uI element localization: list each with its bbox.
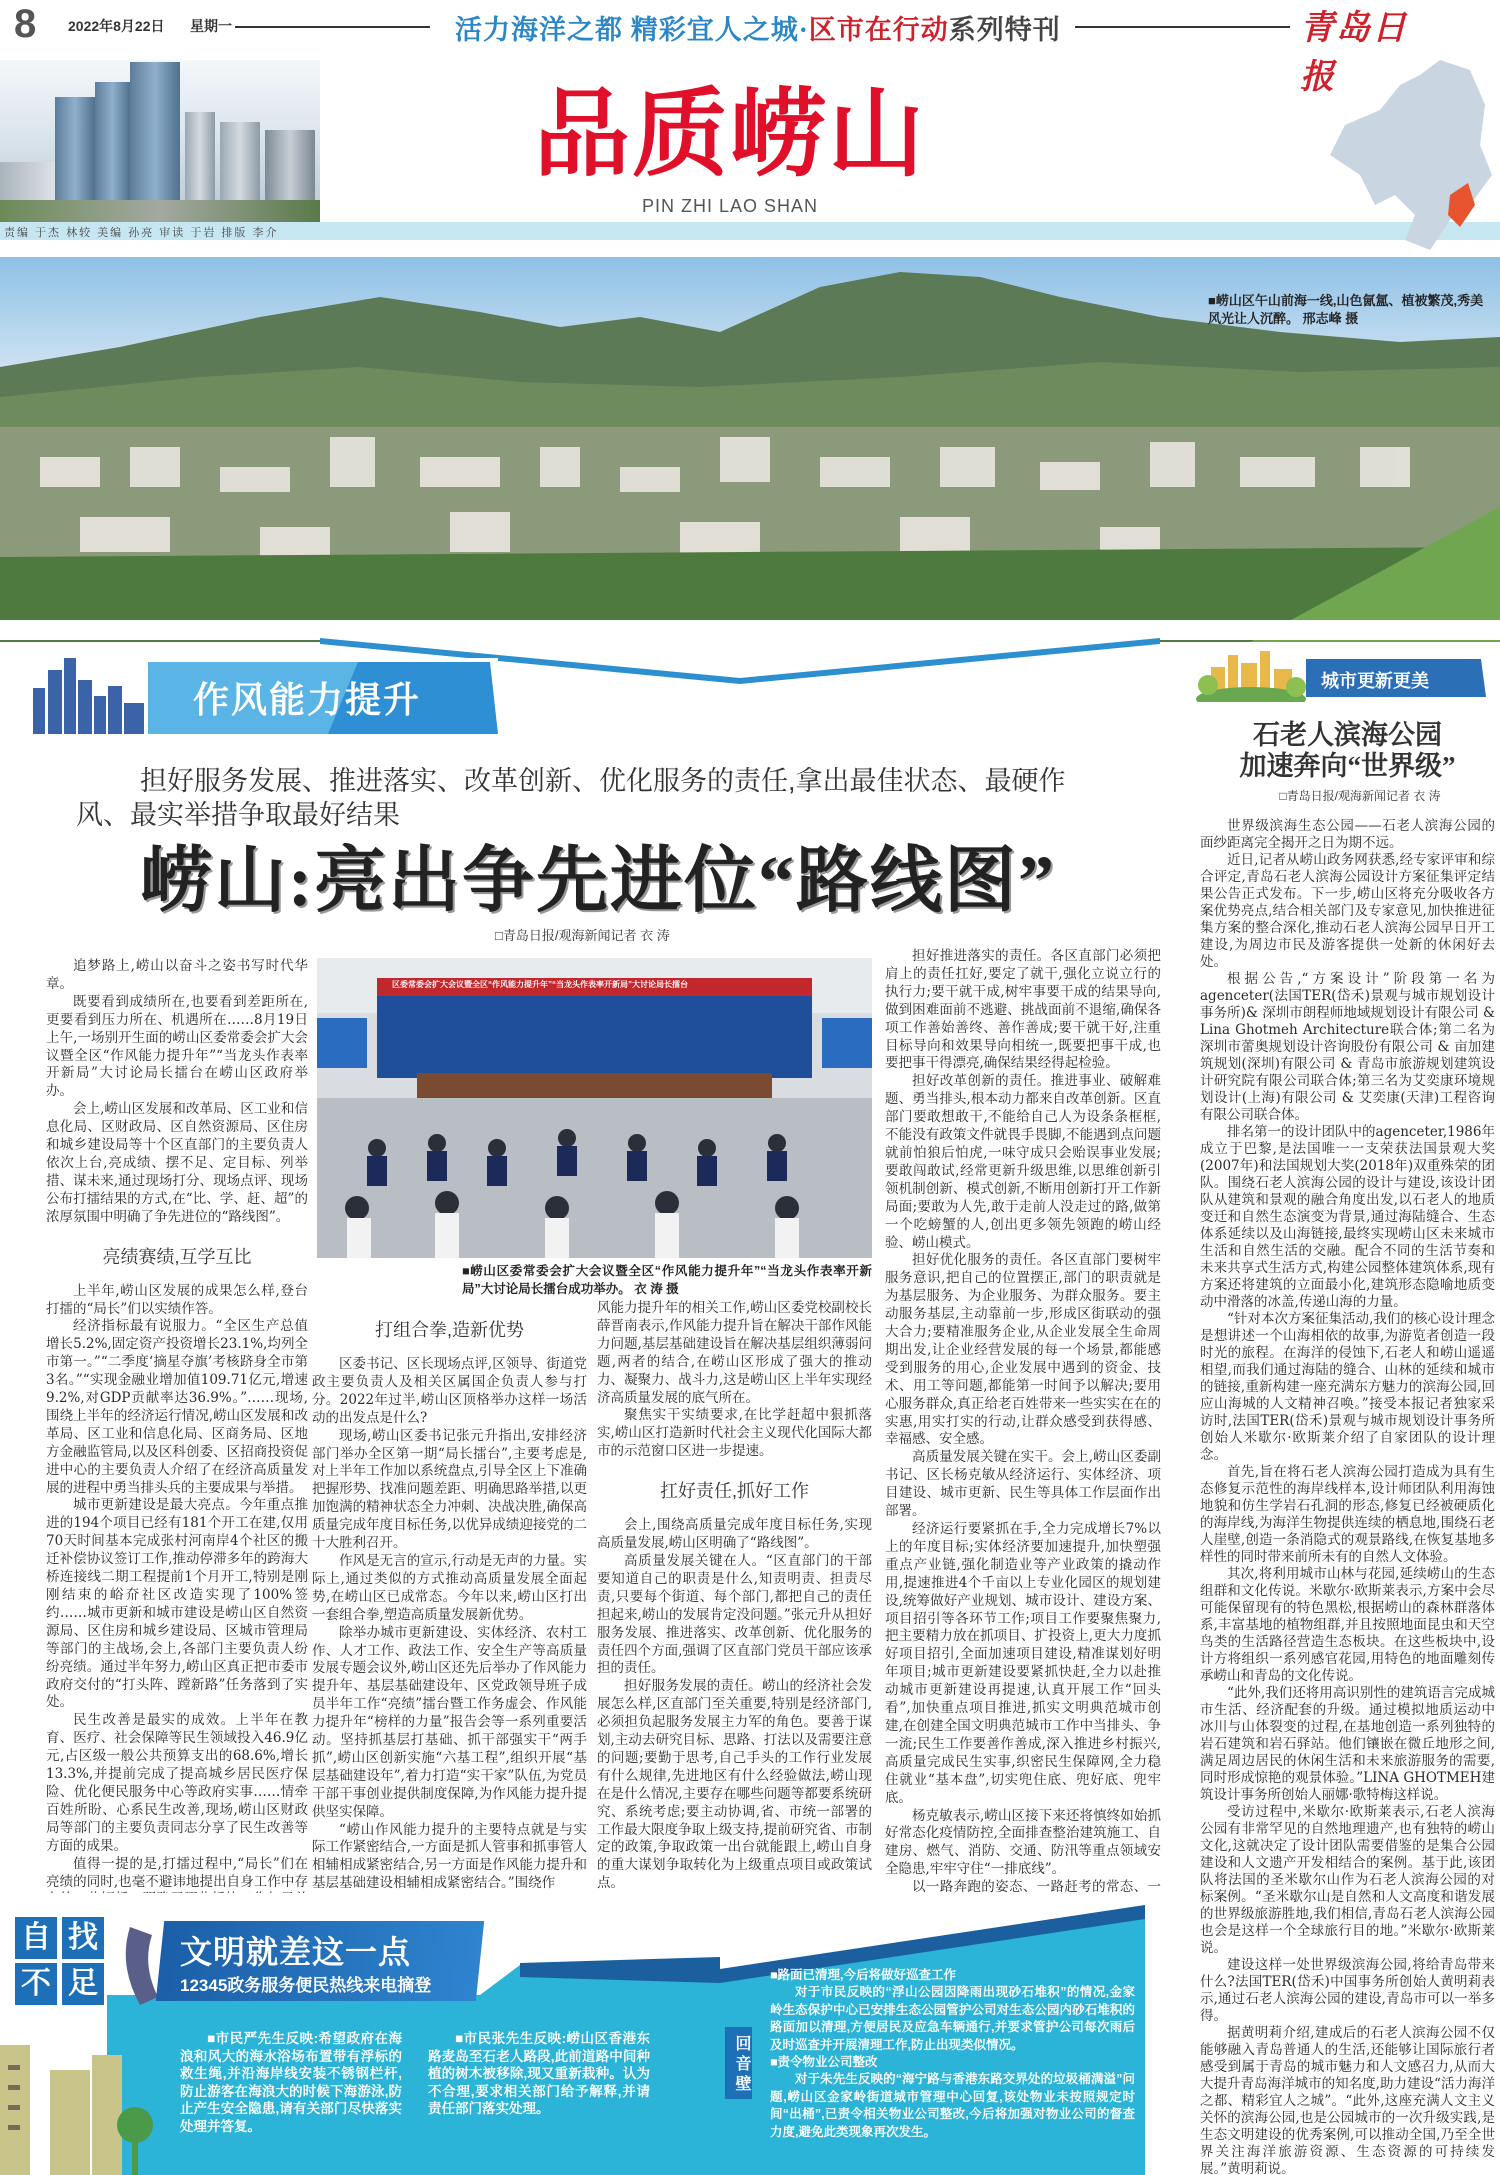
article-paragraph: 现场,崂山区委书记张元升指出,安排经济部门举办全区第一期“局长擂台”,主要考虑是,对上半年工作加以系统盘点,引导全区上下准确把握形势、找准问题差距、明确思路举措,以更加饱满的精神状态全力冲刺、决战决胜,确保高质量完成年度目标任务,以优异成绩迎接党的二十大胜利召开。 [312,1427,587,1552]
section-label-style-ability: 作风能力提升 [193,679,422,720]
article-paragraph: 世界级滨海生态公园——石老人滨海公园的面纱距离完全揭开之日为期不远。 [1200,818,1495,851]
side-title-line1: 石老人滨海公园 [1253,720,1442,750]
citizen-letter-2-text: ■市民张先生反映:崂山区香港东路麦岛至石老人路段,此前道路中间种植的树木被移除,现又重新栽种。认为不合理,要求相关部门给予解释,并请责任部门落实处理。 [428,2031,650,2116]
article-column-4 [885,948,1161,1895]
reply-2-heading: ■责令物业公司整改 [770,2055,878,2070]
corner-char-2: 找 [62,1917,104,1959]
article-paragraph: 高质量发展关键在实干。会上,崂山区委副书记、区长杨克敏从经济运行、实体经济、项目建设、城市更新、民生等具体工作层面作出部署。 [885,1449,1161,1520]
article-paragraph: 根据公告,“方案设计”阶段第一名为agenceter(法国TER(岱禾)景观与城市规划设计事务所)& 深圳市朗程师地域规划设计有限公司 & Lina Ghotmeh Architecture联合体;第二名为深圳市蕾奥规划设计咨询股份有限公司 & 亩加建筑规划(深圳)有限公司 & 青岛市旅游规划建筑设计研究院有限公司联合体;第三名为艾奕康环境规划设计(上海)有限公司 & 艾奕康(天津)工程咨询有限公司联合体。 [1200,971,1495,1123]
article-paragraph: 追梦路上,崂山以奋斗之姿书写时代华章。 [46,958,308,992]
reply-1-heading: ■路面已清理,今后将做好巡查工作 [770,1968,957,1982]
article-headline: 崂山:亮出争先进位“路线图” [140,841,1056,921]
hotline-title: 文明就差这一点 [180,1934,412,1970]
article-paragraph: “此外,我们还将用高识别性的建筑语言完成城市生活、经济配套的升级。通过模拟地质运动中冰川与山体裂变的过程,在基地创造一系列独特的岩石建筑和岩石驿站。他们镶嵌在微丘地形之间,满足周边居民的休闲生活和未来旅游服务的需要,同时形成惊艳的观景体验。”LINA GHOTMEH建筑设计事务所创始人丽娜·歌特梅这样说。 [1200,1685,1495,1803]
article-paragraph: 担好改革创新的责任。推进事业、破解难题、勇当排头,根本动力都来自改革创新。区直部门要敢想敢干,不能给自己人为设条条框框,不能没有政策文件就畏手畏脚,不能遇到点问题就前怕狼后怕虎,一味守成只会贻误事业发展;要敢闯敢试,经常更新升级思维,以思维创新引领机制创新、模式创新,不断用创新打开工作新局面;要敢为人先,敢于走前人没走过的路,做第一个吃螃蟹的人,创出更多领先领跑的崂山经验、崂山模式。 [885,1073,1161,1251]
series-title-part3: 系列特刊 [948,15,1061,45]
article-paragraph: 作风是无言的宣示,行动是无声的力量。实际上,通过类似的方式推动高质量发展全面起势,在崂山区已成常态。今年以来,崂山区打出一套组合拳,塑造高质量发展新优势。 [312,1552,587,1623]
side-article-byline: □青岛日报/观海新闻记者 衣 涛 [1279,789,1441,803]
article-paragraph: 担好服务发展的责任。崂山的经济社会发展怎么样,区直部门至关重要,特别是经济部门,必须担负起服务发展主力军的角色。要善于谋划,主动去研究目标、思路、打法以及需要注意的问题;要勤于思考,自己手头的工作行业发展有什么规律,先进地区有什么经验做法,崂山现在是什么情况,主要存在哪些问题等都要系统研究、系统考虑;要主动协调,省、市统一部署的工作最大限度争取上级支持,提前研究省、市制定的政策,争取政策一出台就能跟上,崂山自身的重大谋划争取转化为上级重点项目或政策试点。 [597,1678,872,1892]
article-paragraph: 除举办城市更新建设、实体经济、农村工作、人才工作、政法工作、安全生产等高质量发展专题会议外,崂山区还先后举办了作风能力提升年、基层基础建设年、区党政领导班子成员半年工作“亮绩”擂台暨工作务虚会、作风能力提升年“榜样的力量”报告会等一系列重要活动。坚持抓基层打基础、抓干部强实干“两手抓”,崂山区创新实施“六基工程”,组织开展“基层基础建设年”,着力打造“实干家”队伍,为党员干部干事创业提供制度保障,为作风能力提升提供坚实保障。 [312,1624,587,1820]
section-subheading: 打组合拳,造新优势 [374,1320,524,1340]
article-paragraph: 经济指标最有说服力。“全区生产总值增长5.2%,固定资产投资增长23.1%,均列全市第一。”“二季度‘摘星夺旗’考核跻身全市第3名。”“实现金融业增加值109.71亿元,增速9.2%,对GDP贡献率达36.9%。”……现场,围绕上半年的经济运行情况,崂山区发展和改革局、区工业和信息化局、区商务局、区地方金融监管局,以及区科创委、区招商投资促进中心的主要负责人介绍了在经济高质量发展的进程中勇当排头兵的主要成果与举措。 [46,1318,308,1496]
article-paragraph: “针对本次方案征集活动,我们的核心设计理念是想讲述一个山海相依的故事,为游览者创造一段时光的旅程。在海洋的侵蚀下,石老人和崂山遥遥相望,而我们通过海陆的缝合、山林的延续和城市的链接,重新构建一座充满东方魅力的滨海公园,回应山海城的人文精神召唤。”接受本报记者独家采访时,法国TER(岱禾)景观与城市规划设计事务所创始人米歇尔·欧斯莱介绍了自家团队的设计理念。 [1200,1311,1495,1463]
page-number: 8 [14,2,37,46]
editor-credits: 责编 于杰 林较 美编 孙亮 审读 于岩 排版 李介 [4,227,279,239]
meeting-photo-caption: ■崂山区委常委会扩大会议暨全区“作风能力提升年”“当龙头作表率开新局”大讨论局长擂台成功举办。 衣 涛 摄 [462,1264,872,1296]
side-article-body [1200,818,1495,2175]
reply-1-body: 对于市民反映的“浮山公园因降雨出现砂石堆积”的情况,金家岭生态保护中心已安排生态公园管护公司对生态公园内砂石堆积的路面加以清理,方便居民及应急车辆通行,并要求管护公司每次雨后及时巡查并开展清理工作,防止出现类似情况。 [770,1985,1135,2052]
article-paragraph: 上半年,崂山区发展的成果怎么样,登台打擂的“局长”们以实绩作答。 [46,1282,308,1317]
reply-2-body: 对于朱先生反映的“海宁路与香港东路交界处的垃圾桶满溢”问题,崂山区金家岭街道城市管理中心回复,该处物业未按照规定时间“出桶”,已责令相关物业公司整改,今后将加强对物业公司的督查力度,避免此类现象再次发生。 [770,2072,1135,2139]
echo-wall-label: 回音壁 [725,2027,752,2099]
article-paragraph: 担好优化服务的责任。各区直部门要树牢服务意识,把自己的位置摆正,部门的职责就是为基层服务、为企业服务、为群众服务。要主动服务基层,主动靠前一步,形成区街联动的强大合力;要精准服务企业,从企业发展全生命周期出发,让企业经营发展的每一个场景,都能感受到服务的用心,企业发展中遇到的资金、技术、用工等问题,都能第一时间予以解决;要用心服务群众,真正给老百姓带来一些实实在在的实惠,用实打实的行动,让群众感受到获得感、幸福感、安全感。 [885,1252,1161,1448]
citizen-letter-1-text: ■市民严先生反映:希望政府在海浪和风大的海水浴场布置带有浮标的救生绳,并沿海岸线安装不锈钢栏杆,防止游客在海浪大的时候下海游泳,防止产生安全隐患,请有关部门尽快落实处理并答复。 [180,2031,402,2134]
article-paragraph: 建设这样一处世界级滨海公园,将给青岛带来什么?法国TER(岱禾)中国事务所创始人黄明莉表示,通过石老人滨海公园的建设,青岛市可以一举多得。 [1200,1957,1495,2024]
page-title: 品质崂山 [534,81,926,188]
article-paragraph: 风能力提升年的相关工作,崂山区委党校副校长薛晋南表示,作风能力提升旨在解决干部作风能力问题,基层基础建设旨在解决基层组织薄弱问题,两者的结合,在崂山区形成了强大的推动力、凝聚力、战斗力,这是崂山区上半年实现经济高质量发展的底气所在。 [597,1300,872,1406]
article-byline: □青岛日报/观海新闻记者 衣 涛 [495,928,670,943]
issue-date: 2022年8月22日 [68,18,165,34]
qingdao-map-icon [1320,55,1500,255]
article-column-1 [46,958,308,1893]
hotline-feature [0,1905,1160,2175]
citizen-letter-2 [428,2030,650,2118]
header-rule-left [235,26,430,28]
article-deck: 担好服务发展、推进落实、改革创新、优化服务的责任,拿出最佳状态、最硬作风、最实举措争取最好结果 [76,766,1066,830]
article-column-2 [312,1300,587,1895]
article-paragraph: 经济运行要紧抓在手,全力完成增长7%以上的年度目标;实体经济要加速提升,加快塑强重点产业链,强化制造业等产业政策的撬动作用,提速推进4个千亩以上专业化园区的规划建设,统筹做好产业规划、城市设计、建设方案、项目招引等各环节工作;项目工作要聚焦聚力,把主要精力放在抓项目、扩投资上,更大力度抓好项目招引,全面加速项目建设,精准谋划好明年项目;城市更新建设要紧抓快赶,全力以赴推动城市更新建设再提速,认真开展工作“回头看”,加快重点项目推进,抓实文明典范城市创建,在创建全国文明典范城市工作中当排头、争一流;民生工作要善作善成,深入推进乡村振兴,高质量完成民生实事,织密民生保障网,全力稳住就业“基本盘”,切实兜住底、兜好底、兜牢底。 [885,1521,1161,1806]
article-paragraph: 近日,记者从崂山政务网获悉,经专家评审和综合评定,青岛石老人滨海公园设计方案征集评定结果公告正式发布。下一步,崂山区将充分吸收各方案优势亮点,结合相关部门及专家意见,加快推进征集方案的整合深化,推动石老人滨海公园早日开工建设,为周边市民及游客提供一处新的休闲好去处。 [1200,852,1495,970]
article-column-3 [597,1300,872,1895]
article-paragraph: 区委书记、区长现场点评,区领导、街道党政主要负责人及相关区属国企负责人参与打分。2022年过半,崂山区顶格举办这样一场活动的出发点是什么? [312,1356,587,1426]
article-paragraph: 城市更新建设是最大亮点。今年重点推进的194个项目已经有181个开工在建,仅用70天时间基本完成张村河南岸4个社区的搬迁补偿协议签订工作,推动停滞多年的跨海大桥连接线二期工程提前1个月开工,特别是刚刚结束的峪夼社区改造实现了100%签约……城市更新和城市建设是崂山区自然资源局、区住房和城乡建设局、区城市管理局等部门的主战场,会上,各部门主要负责人纷纷亮绩。通过半年努力,崂山区真正把市委市政府交付的“打头阵、蹚新路”任务落到了实处。 [46,1497,308,1711]
corner-char-4: 足 [62,1963,104,2005]
article-paragraph: “崂山作风能力提升的主要特点就是与实际工作紧密结合,一方面是抓人管事和抓事管人相辅相成紧密结合,另一方面是作风能力提升和基层基础建设相辅相成紧密结合。”围绕作 [312,1821,587,1892]
side-article-title [1205,720,1490,782]
top-photo-caption: ■崂山区午山前海一线,山色氤氲、植被繁茂,秀美风光让人沉醉。 邢志峰 摄 [1208,293,1484,326]
page-title-pinyin: PIN ZHI LAO SHAN [641,196,819,216]
article-paragraph: 既要看到成绩所在,也要看到差距所在,更要看到压力所在、机遇所在……8月19日上午,一场别开生面的崂山区委常委会扩大会议暨全区“作风能力提升年”“当龙头作表率开新局”大讨论局长擂台在崂山区政府举办。 [46,993,308,1100]
article-paragraph: 值得一提的是,打擂过程中,“局长”们在亮绩的同时,也毫不避讳地提出自身工作中存 [46,1855,308,1890]
skyline-photo [0,60,320,222]
article-paragraph: 以一路奔跑的姿态、一路赶考的常态、一 [912,1879,1161,1895]
meeting-backdrop-banner: 区委常委会扩大会议暨全区“作风能力提升年”“当龙头作表率开新局”大讨论局长擂台 [392,980,688,989]
article-paragraph: 受访过程中,米歇尔·欧斯莱表示,石老人滨海公园有非常罕见的自然地理遗产,也有独特的崂山文化,这就决定了设计团队需要借鉴的是集合公园建设和人文遗产开发相结合的案例。基于此,该团队将法国的圣米歇尔山作为石老人滨海公园的对标案例。“圣米歇尔山是自然和人文高度和谐发展的世界级旅游胜地,我们相信,青岛石老人滨海公园也会是这样一个全球旅行目的地。”米歇尔·欧斯莱说。 [1200,1804,1495,1956]
series-title-part2: 区市在行动 [808,15,949,45]
section-banner-urban-renewal [1196,647,1486,702]
newspaper-logo: 青岛日报 [1300,10,1408,96]
article-paragraph: 高质量发展关键在人。“区直部门的干部要知道自己的职责是什么,知责明责、担责尽责,只要每个街道、每个部门,都把自己的责任担起来,崂山的发展肯定没问题。”张元升从担好服务发展、推进落实、改革创新、优化服务的责任四个方面,强调了区直部门党员干部应该承担的责任。 [597,1552,872,1677]
article-paragraph: 杨克敏表示,崂山区接下来还将慎终如始抓好常态化疫情防控,全面排查整治建筑施工、自建房、燃气、消防、交通、防汛等重点领域安全隐患,牢牢守住“一排底线”。 [885,1807,1161,1878]
article-paragraph: 首先,旨在将石老人滨海公园打造成为具有生态修复示范性的海岸线样本,设计师团队利用海蚀地貌和仿生学岩石孔洞的形态,修复已经被硬质化的海岸线,为海洋生物提供连续的栖息地,围绕石老人崖壁,创造一条消隐式的观景路线,在恢复基地多样性的同时带来前所未有的自然人文体验。 [1200,1464,1495,1565]
section-banner-style-ability [28,658,498,734]
weekday: 星期一 [190,18,232,34]
hotline-subtitle: 12345政务服务便民热线来电摘登 [180,1976,432,1995]
editor-credits-bar [0,222,1500,240]
section-label-urban-renewal: 城市更新更美 [1321,671,1429,691]
corner-char-1: 自 [15,1917,57,1959]
article-paragraph: 担好推进落实的责任。各区直部门必须把肩上的责任扛好,要定了就干,强化立说立行的执行力;要干就干成,树牢事要干成的结果导向,做到困难面前不逃避、挑战面前不退缩,确保各项工作善始善终、善作善成;要干就干好,注重目标导向和效果导向相统一,既要把事干成,也要把事干得漂亮,确保结果经得起检验。 [885,948,1161,1072]
article-paragraph: 排名第一的设计团队中的agenceter,1986年成立于巴黎,是法国唯一一支荣获法国景观大奖(2007年)和法国规划大奖(2018年)双重殊荣的团队。围绕石老人滨海公园的设计与建设,该设计团队从建筑和景观的融合角度出发,以石老人的地质变迁和自然生态演变为背景,通过海陆缝合、生态体系延续以及山海链接,最终实现崂山区未来城市生活和自然生活的交融。配合不同的生活节奏和未来共享式生活方式,构建公园整体建筑体系,现有方案还将建筑的立面最小化,建筑形态隐喻地质变动中滑落的冰盖,传递山海的力量。 [1200,1124,1495,1310]
article-paragraph: 据黄明莉介绍,建成后的石老人滨海公园不仅能够融入青岛普通人的生活,还能够让国际旅行者感受到属于青岛的城市魅力和人文感召力,从而大大提升青岛海洋城市的知名度,助力建设“活力海洋之都、精彩宜人之城”。“此外,这座充满人文主义关怀的滨海公园,也是公园城市的一次升级实践,是生态文明建设的优秀案例,可以推动全国,乃至全世界关注海洋旅游资源、生态资源的可持续发展。”黄明莉说。 [1200,2025,1495,2175]
section-subheading: 扛好责任,抓好工作 [659,1481,809,1502]
article-paragraph: 其次,将利用城市山林与花园,延续崂山的生态组群和文化传说。米歇尔·欧斯莱表示,方案中会尽可能保留现有的特色黑松,根据崂山的森林群落体系,丰富基地的植物组群,并且按照地面昆虫和天空鸟类的生活路径营造生态板块。在这些板块中,设计方将组织一系列感官花园,用特色的地面雕刻传承崂山和青岛的文化传说。 [1200,1566,1495,1684]
article-paragraph: 会上,围绕高质量完成年度目标任务,实现高质量发展,崂山区明确了“路线图”。 [597,1517,872,1552]
article-paragraph: 聚焦实干实绩要求,在比学赶超中狠抓落实,崂山区打造新时代社会主义现代化国际大都市的示范窗口区进一步提速。 [597,1407,872,1460]
echo-wall-replies [770,1967,1135,2141]
series-title [455,8,1061,47]
header-rule-right [1075,26,1290,28]
citizen-letter-1 [180,2030,402,2135]
article-paragraph: 会上,崂山区发展和改革局、区工业和信息化局、区财政局、区自然资源局、区住房和城乡建设局等十个区直部门的主要负责人依次上台,亮成绩、摆不足、定目标、列举措、谋未来,通过现场打分、现场点评、现场公布打擂结果的方式,在“比、学、赶、超”的浓厚氛围中明确了争先进位的“路线图”。 [46,1101,308,1225]
meeting-photo [317,958,872,1258]
corner-char-3: 不 [15,1963,57,2005]
article-paragraph: 民生改善是最实的成效。上半年在教育、医疗、社会保障等民生领域投入46.9亿元,占区级一般公共预算支出的68.6%,增长13.3%,并提前完成了提高城乡居民医疗保险、优化便民服务中心等政府实事……情牵百姓所盼、心系民生改善,现场,崂山区财政局等部门的主要负责同志分享了民生改善等方面的成果。 [46,1712,308,1854]
side-title-line2: 加速奔向“世界级” [1239,751,1456,781]
series-title-part1: 活力海洋之都 精彩宜人之城· [455,15,809,45]
section-subheading: 亮绩赛绩,互学互比 [102,1246,252,1267]
